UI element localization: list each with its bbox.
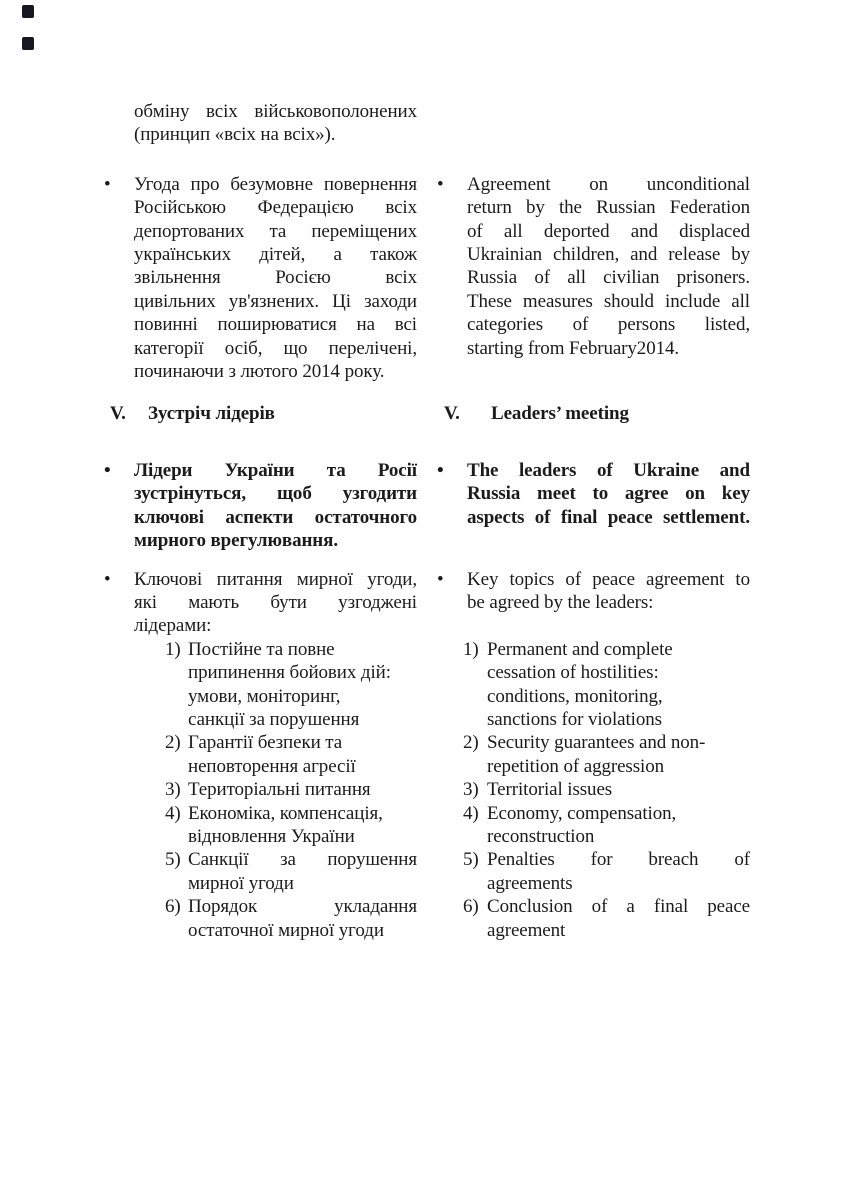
text-line: Територіальні питання xyxy=(188,779,371,801)
list-item xyxy=(463,802,750,849)
text-line: sanctions for violations xyxy=(487,708,662,730)
text-line: Key topics of peace agreement to xyxy=(467,568,750,590)
text-line: starting from February2014. xyxy=(467,337,680,359)
ukrainian-key-topics-intro xyxy=(104,568,417,638)
list-item xyxy=(463,895,750,942)
text-line: Penalties for breach of xyxy=(487,849,750,871)
ukrainian-return-agreement-paragraph xyxy=(104,173,417,384)
english-key-topics-list xyxy=(437,638,750,942)
list-item xyxy=(463,638,750,732)
text-line: остаточної мирної угоди xyxy=(188,919,384,941)
text-line: мирного врегулювання. xyxy=(134,530,338,552)
english-key-topics-intro xyxy=(437,568,750,615)
text-line: Security guarantees and non- xyxy=(487,732,706,754)
list-item-number: 1) xyxy=(463,638,479,660)
english-return-agreement-paragraph xyxy=(437,173,750,360)
list-item xyxy=(463,848,750,895)
text-line: categories of persons listed, xyxy=(467,314,750,336)
row-section-heading xyxy=(104,402,737,425)
text-line: agreement xyxy=(487,919,566,941)
list-item-number: 5) xyxy=(463,849,479,871)
list-item-number: 4) xyxy=(463,802,479,824)
text-line: категорії осіб, що перелічені, xyxy=(134,337,417,359)
text-line: Гарантії безпеки та xyxy=(188,732,343,754)
text-line: conditions, monitoring, xyxy=(487,685,663,707)
heading-number: V. xyxy=(444,403,460,425)
text-line: aspects of final peace settlement. xyxy=(467,506,750,528)
text-line: обміну всіх військовополонених xyxy=(134,101,417,122)
text-line: звільнення Росією всіх xyxy=(134,267,417,289)
text-line: These measures should include all xyxy=(467,290,750,312)
text-line: припинення бойових дій: xyxy=(188,662,391,684)
list-item-number: 6) xyxy=(165,896,181,918)
ukrainian-continuation-paragraph xyxy=(104,100,447,147)
bullet-icon: • xyxy=(104,568,111,590)
bullet-icon: • xyxy=(437,459,444,481)
text-line: Санкції за порушення xyxy=(188,849,417,871)
text-line: cessation of hostilities: xyxy=(487,662,659,684)
text-line: починаючи з лютого 2014 року. xyxy=(134,361,385,383)
text-line: agreements xyxy=(487,872,573,894)
row-continuation xyxy=(104,100,737,147)
text-line: of all deported and displaced xyxy=(467,220,750,242)
bullet-icon: • xyxy=(104,459,111,481)
ukrainian-leaders-statement-paragraph xyxy=(104,459,417,553)
text-line: reconstruction xyxy=(487,825,595,847)
ukrainian-key-topics-list xyxy=(104,638,417,942)
text-line: неповторення агресії xyxy=(188,755,356,777)
list-item xyxy=(165,778,417,801)
text-line: Territorial issues xyxy=(487,779,613,801)
bullet-icon: • xyxy=(104,173,111,195)
list-item xyxy=(165,638,417,732)
text-line: Лідери України та Росії xyxy=(134,459,417,481)
english-section-heading xyxy=(443,402,757,425)
list-item-number: 4) xyxy=(165,802,181,824)
text-line: The leaders of Ukraine and xyxy=(467,459,750,481)
text-line: Permanent and complete xyxy=(487,638,673,660)
text-line: Постійне та повне xyxy=(188,638,335,660)
list-item-number: 2) xyxy=(463,732,479,754)
bullet-icon: • xyxy=(437,568,444,590)
text-line: repetition of aggression xyxy=(487,755,664,777)
text-line: лідерами: xyxy=(134,615,212,637)
list-item-number: 3) xyxy=(165,779,181,801)
list-item xyxy=(463,731,750,778)
text-line: Угода про безумовне повернення xyxy=(134,173,417,195)
list-item xyxy=(165,848,417,895)
list-item-number: 1) xyxy=(165,638,181,660)
text-line: які мають бути узгоджені xyxy=(134,591,417,613)
text-line: return by the Russian Federation xyxy=(467,197,750,219)
bilingual-document-body xyxy=(104,100,750,942)
text-line: ключові аспекти остаточного xyxy=(134,506,417,528)
text-line: Ukrainian children, and release by xyxy=(467,244,750,266)
scan-artifact-mark xyxy=(22,5,34,18)
heading-label: Зустріч лідерів xyxy=(148,403,275,425)
text-line: Economy, compensation, xyxy=(487,802,677,824)
text-line: Agreement on unconditional xyxy=(467,173,750,195)
row-return-agreement xyxy=(104,173,750,384)
text-line: Російською Федерацією всіх xyxy=(134,197,417,219)
text-line: депортованих та переміщених xyxy=(134,220,417,242)
list-item xyxy=(165,895,417,942)
scan-artifact-mark xyxy=(22,37,34,50)
list-item-number: 6) xyxy=(463,896,479,918)
text-line: умови, моніторинг, xyxy=(188,685,341,707)
list-item xyxy=(463,778,750,801)
text-line: відновлення України xyxy=(188,825,355,847)
text-line: be agreed by the leaders: xyxy=(467,591,654,613)
text-line: (принцип «всіх на всіх»). xyxy=(134,124,336,146)
english-key-topics-block xyxy=(437,568,750,942)
text-line: мирної угоди xyxy=(188,872,294,894)
text-line: Порядок укладання xyxy=(188,896,417,918)
list-item-number: 3) xyxy=(463,779,479,801)
bullet-icon: • xyxy=(437,173,444,195)
list-item-number: 5) xyxy=(165,849,181,871)
english-leaders-statement-paragraph xyxy=(437,459,750,529)
text-line: Russia of all civilian prisoners. xyxy=(467,267,750,289)
list-item-number: 2) xyxy=(165,732,181,754)
row-leaders-statement xyxy=(104,459,750,553)
list-item xyxy=(165,802,417,849)
text-line: Conclusion of a final peace xyxy=(487,896,750,918)
text-line: повинні поширюватися на всі xyxy=(134,314,417,336)
heading-number: V. xyxy=(110,403,126,425)
ukrainian-key-topics-block xyxy=(104,568,417,943)
text-line: українських дітей, а також xyxy=(134,244,417,266)
text-line: санкції за порушення xyxy=(188,708,360,730)
list-item xyxy=(165,731,417,778)
text-line: зустрінуться, щоб узгодити xyxy=(134,483,417,505)
text-line: Ключові питання мирної угоди, xyxy=(134,568,417,590)
text-line: цивільних ув'язнених. Ці заходи xyxy=(134,290,417,312)
row-key-topics xyxy=(104,568,750,943)
text-line: Економіка, компенсація, xyxy=(188,802,383,824)
ukrainian-section-heading xyxy=(104,402,423,425)
text-line: Russia meet to agree on key xyxy=(467,483,750,505)
heading-label: Leaders’ meeting xyxy=(491,403,629,425)
